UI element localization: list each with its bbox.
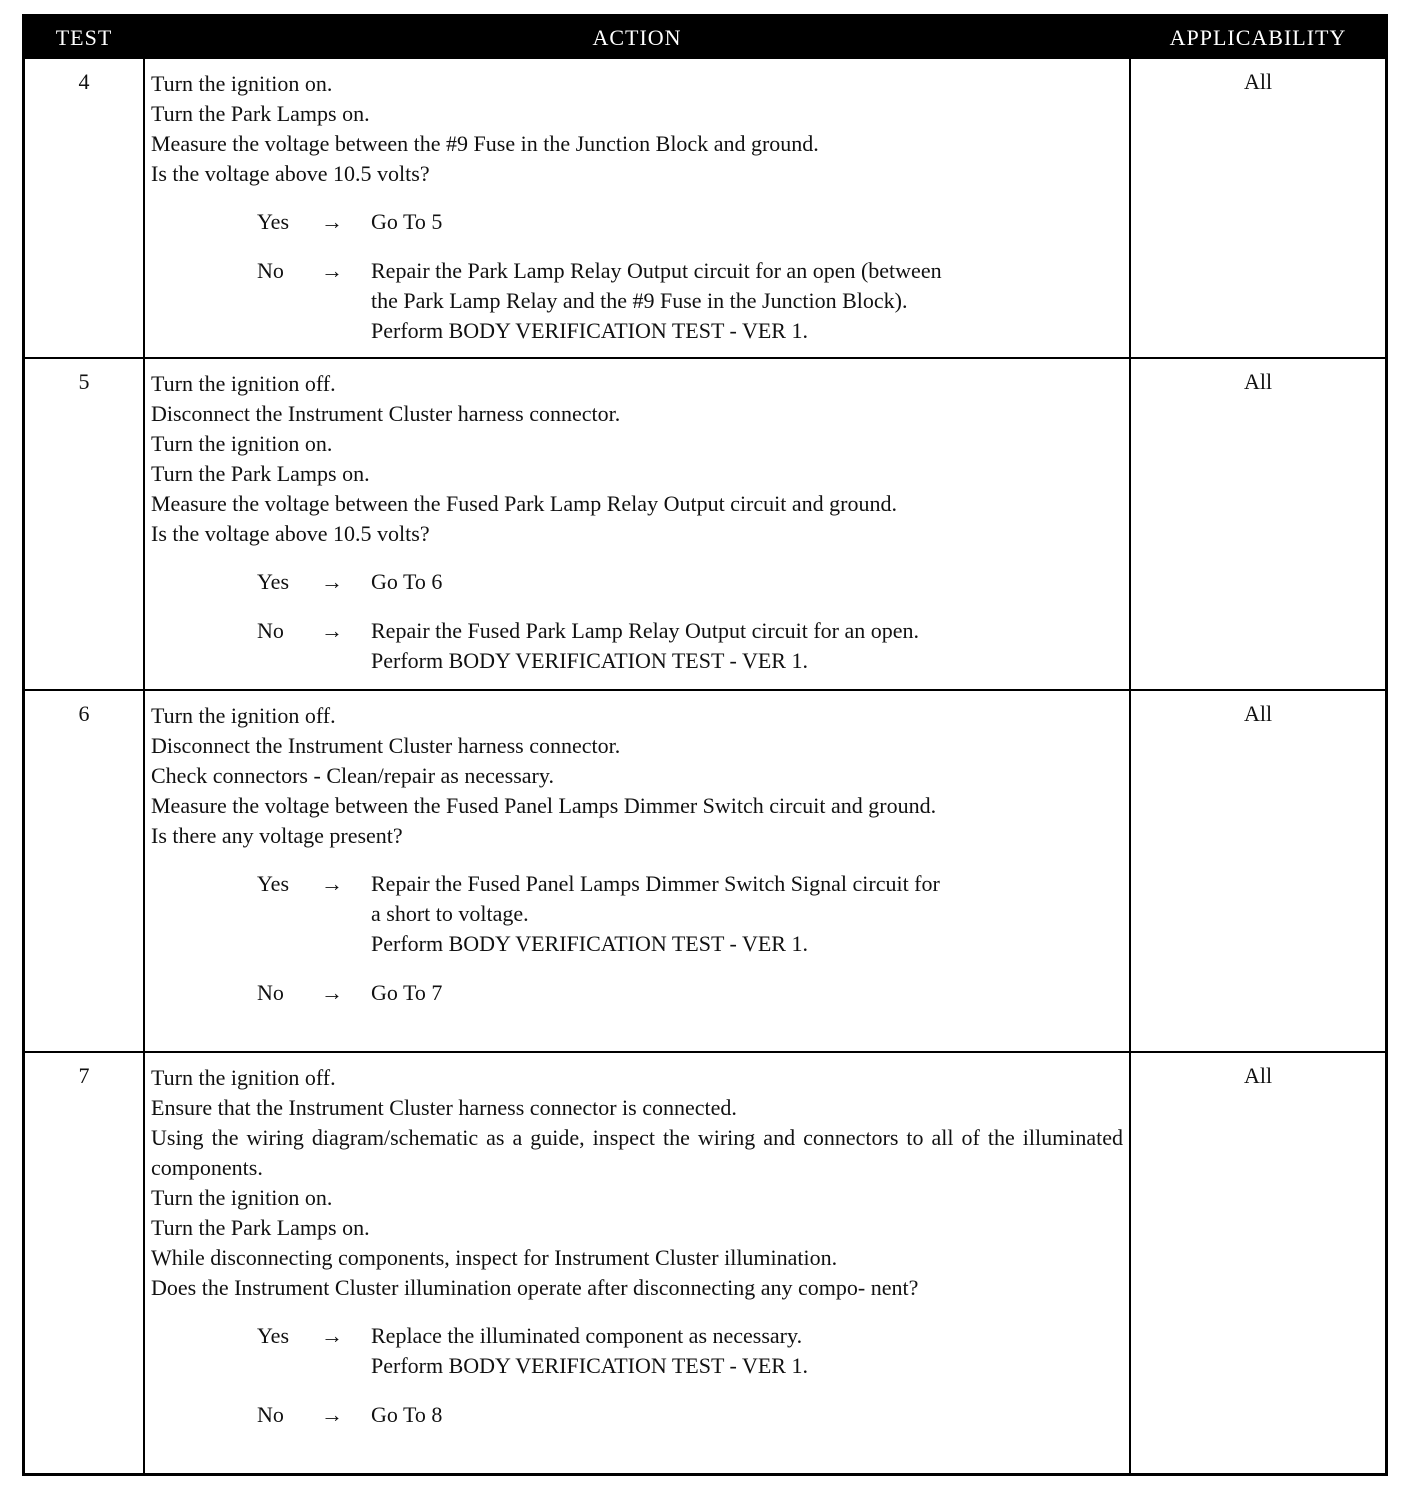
branch-yes (151, 869, 1123, 959)
diagnostic-table (22, 14, 1388, 1476)
branch-label: No (257, 1402, 284, 1427)
branch-yes (151, 567, 1123, 597)
branch-result: Go To 6 (371, 569, 443, 594)
table-row (25, 689, 1385, 1051)
branch-result: Repair the Park Lamp Relay Output circuit for an open (between (371, 258, 942, 283)
branch-list (151, 207, 1123, 346)
action-step: Disconnect the Instrument Cluster harness connector. (151, 401, 621, 426)
branch-list (151, 1321, 1123, 1430)
branch-list (151, 567, 1123, 676)
table-row (25, 1051, 1385, 1473)
action-step: Turn the ignition off. (151, 371, 336, 396)
branch-label: No (257, 980, 284, 1005)
branch-result: Replace the illuminated component as necessary. (371, 1323, 803, 1348)
test-number: 7 (78, 1063, 90, 1088)
branch-no (151, 616, 1123, 676)
branch-label: Yes (257, 871, 290, 896)
branch-result: Perform BODY VERIFICATION TEST - VER 1. (371, 1353, 808, 1378)
action-step: Turn the ignition on. (151, 1185, 333, 1210)
branch-result: a short to voltage. (371, 901, 529, 926)
action-cell (151, 1063, 1123, 1430)
action-cell (151, 701, 1123, 1008)
action-step: Measure the voltage between the Fused Panel Lamps Dimmer Switch circuit and ground. (151, 793, 937, 818)
action-step: Turn the ignition on. (151, 431, 333, 456)
branch-yes (151, 1321, 1123, 1381)
action-step: Is the voltage above 10.5 volts? (151, 161, 430, 186)
table-row (25, 357, 1385, 689)
applicability-cell: All (1243, 369, 1273, 394)
branch-label: Yes (257, 569, 290, 594)
action-step: Turn the Park Lamps on. (151, 1215, 370, 1240)
branch-label: Yes (257, 209, 290, 234)
branch-result: Perform BODY VERIFICATION TEST - VER 1. (371, 318, 808, 343)
test-number: 6 (78, 701, 90, 726)
test-number: 5 (78, 369, 90, 394)
branch-list (151, 869, 1123, 1008)
applicability-cell: All (1243, 69, 1273, 94)
action-step: Turn the Park Lamps on. (151, 101, 370, 126)
table-header (25, 17, 1385, 59)
action-step: Measure the voltage between the Fused Park Lamp Relay Output circuit and ground. (151, 491, 897, 516)
arrow-icon: → (321, 1323, 343, 1348)
branch-result: Go To 5 (371, 209, 443, 234)
branch-result: Perform BODY VERIFICATION TEST - VER 1. (371, 648, 808, 673)
action-step: Is the voltage above 10.5 volts? (151, 521, 430, 546)
arrow-icon: → (321, 618, 343, 643)
branch-label: No (257, 258, 284, 283)
arrow-icon: → (321, 569, 343, 594)
action-step: Disconnect the Instrument Cluster harness connector. (151, 733, 621, 758)
applicability-cell: All (1243, 1063, 1273, 1088)
branch-result: Repair the Fused Panel Lamps Dimmer Switch Signal circuit for (371, 871, 940, 896)
arrow-icon: → (321, 1402, 343, 1427)
branch-no (151, 978, 1123, 1008)
branch-label: No (257, 618, 284, 643)
action-step: Turn the ignition off. (151, 703, 336, 728)
header-applicability: APPLICABILITY (1169, 25, 1347, 50)
branch-yes (151, 207, 1123, 237)
action-step: While disconnecting components, inspect for Instrument Cluster illumination. (151, 1245, 838, 1270)
test-number: 4 (78, 69, 90, 94)
action-cell (151, 69, 1123, 346)
header-action: ACTION (592, 25, 682, 50)
action-step: Using the wiring diagram/schematic as a guide, inspect the wiring and connectors to all of the illuminated components. (151, 1125, 1123, 1180)
action-cell (151, 369, 1123, 676)
action-step: Turn the ignition off. (151, 1065, 336, 1090)
branch-no (151, 256, 1123, 346)
branch-result: Repair the Fused Park Lamp Relay Output circuit for an open. (371, 618, 920, 643)
table-row (25, 57, 1385, 357)
action-step: Measure the voltage between the #9 Fuse in the Junction Block and ground. (151, 131, 819, 156)
action-step: Is there any voltage present? (151, 823, 403, 848)
branch-result: Go To 7 (371, 980, 443, 1005)
action-step: Does the Instrument Cluster illumination operate after disconnecting any compo- nent? (151, 1275, 919, 1300)
action-step: Turn the ignition on. (151, 71, 333, 96)
action-step: Turn the Park Lamps on. (151, 461, 370, 486)
action-step: Ensure that the Instrument Cluster harness connector is connected. (151, 1095, 737, 1120)
branch-result: the Park Lamp Relay and the #9 Fuse in the Junction Block). (371, 288, 908, 313)
branch-result: Perform BODY VERIFICATION TEST - VER 1. (371, 931, 808, 956)
arrow-icon: → (321, 871, 343, 896)
branch-result: Go To 8 (371, 1402, 443, 1427)
arrow-icon: → (321, 258, 343, 283)
action-step: Check connectors - Clean/repair as necessary. (151, 763, 554, 788)
arrow-icon: → (321, 980, 343, 1005)
branch-label: Yes (257, 1323, 290, 1348)
arrow-icon: → (321, 209, 343, 234)
header-test: TEST (55, 25, 113, 50)
applicability-cell: All (1243, 701, 1273, 726)
branch-no (151, 1400, 1123, 1430)
